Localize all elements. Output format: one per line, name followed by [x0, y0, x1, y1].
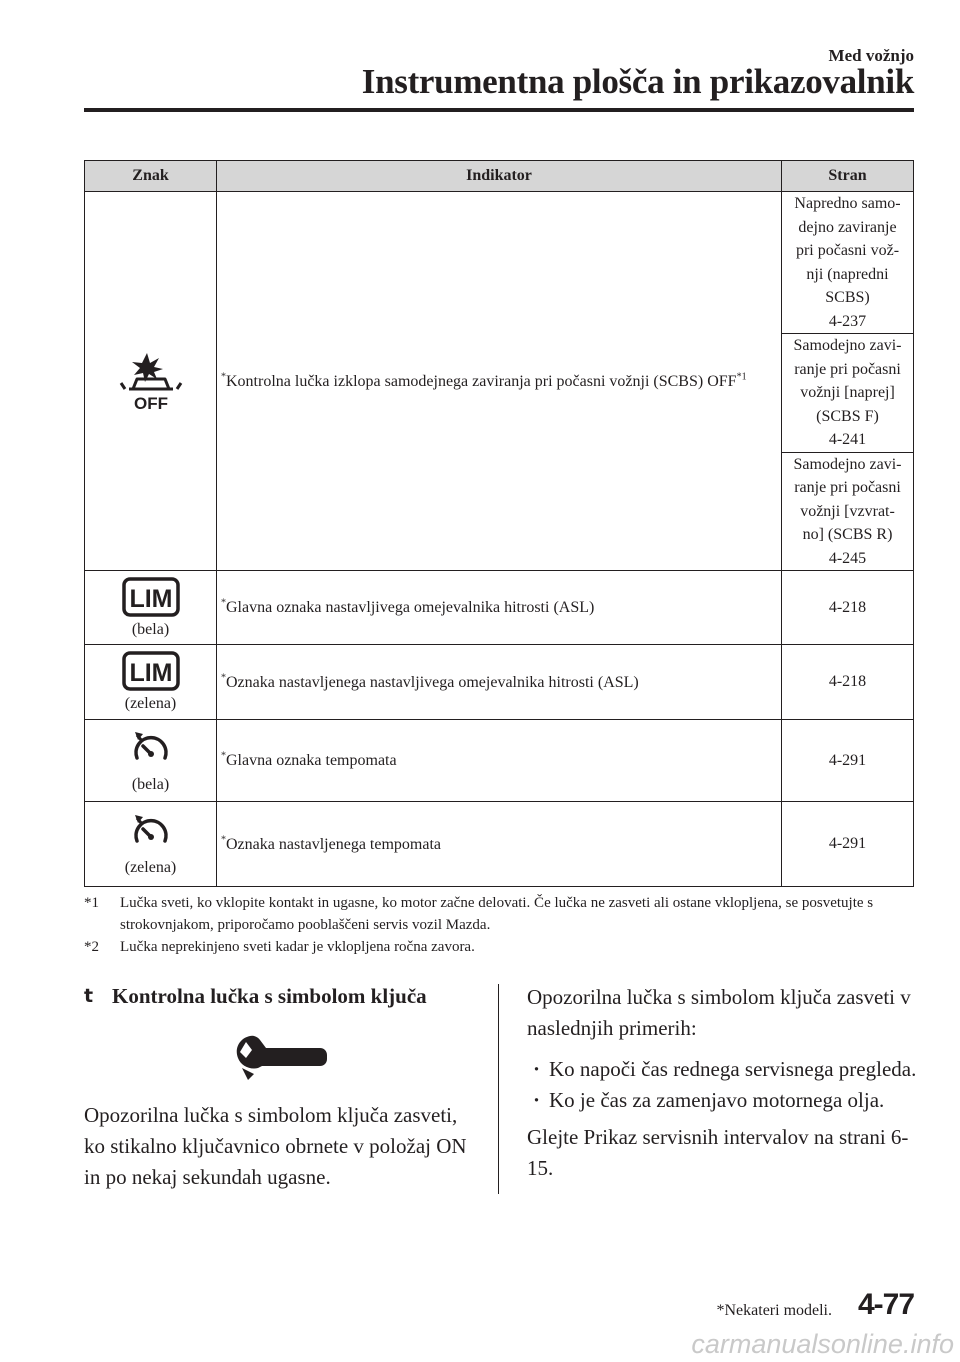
table-row [85, 645, 914, 720]
symbol-caption: (zelena) [124, 859, 177, 876]
page-ref: 4-291 [782, 720, 914, 802]
chapter-title: Instrumentna plošča in prikazovalnik [361, 62, 914, 101]
cruise-control-icon [129, 728, 173, 772]
scbs-off-icon [119, 351, 183, 411]
footnote-text: Lučka sveti, ko vklopite kontakt in ugasne, ko motor začne delovati. Če lučka ne zasveti ali ostane vklopljena, se posvetujte s strokovnjakom, priporočamo pooblaščeni servis vozil Mazda. [120, 895, 874, 933]
watermark: carmanualsonline.info [691, 1329, 954, 1359]
wrench-left-text: Opozorilna lučka s simbolom ključa zasveti, ko stikalno ključavnico obrnete v položaj ON in po nekaj sekundah ugasne. [84, 1103, 467, 1189]
page-ref-scbs-f: Samodejno zavi- ranje pri počasni vožnji [naprej] (SCBS F) 4-241 [782, 334, 914, 453]
scbs-indicator-text: *Kontrolna lučka izklopa samodejnega zaviranja pri počasni vožnji (SCBS) OFF$^{*1}$ [217, 192, 782, 571]
header-indicator: Indikator [217, 161, 782, 192]
indicator-text: *Glavna oznaka tempomata [217, 720, 782, 802]
indicator-table [84, 160, 914, 887]
list-item: · Ko je čas za zamenjavo motornega olja. [527, 1085, 917, 1116]
page-ref-scbs-r: Samodejno zavi- ranje pri počasni vožnji [vzvrat- no] (SCBS R) 4-245 [782, 452, 914, 571]
lim-symbol-cell [85, 571, 217, 645]
cruise-symbol-cell [85, 720, 217, 802]
indicator-text: *Oznaka nastavljenega nastavljivega omejevalnika hitrosti (ASL) [217, 645, 782, 720]
wrench-reference: Glejte Prikaz servisnih intervalov na strani 6-15. [527, 1125, 909, 1180]
table-header-row [85, 161, 914, 192]
lim-symbol-cell [85, 645, 217, 720]
footnote-text: Lučka neprekinjeno sveti kadar je vklopljena ročna zavora. [120, 939, 475, 955]
svg-text:LIM: LIM [128, 584, 173, 613]
footnotes [84, 892, 914, 958]
list-item: · Ko napoči čas rednega servisnega pregleda. [527, 1054, 917, 1085]
left-column [84, 982, 476, 1193]
table-row-scbs [85, 192, 914, 334]
page-ref: 4-218 [782, 571, 914, 645]
section-label: Med vožnjo [828, 46, 914, 65]
lim-icon [122, 651, 180, 691]
page-footnote: *Nekateri modeli. [716, 1302, 832, 1319]
scbs-off-icon-text: OFF [133, 394, 168, 411]
page-number: 4-77 [857, 1288, 914, 1321]
symbol-caption: (bela) [131, 775, 170, 793]
scbs-off-symbol-cell [85, 192, 217, 571]
page-ref-advanced-scbs: Napredno samo- dejno zaviranje pri počasni vož- nji (napredni SCBS) 4-237 [782, 192, 914, 334]
page-ref: 4-218 [782, 645, 914, 720]
indicator-text: *Glavna oznaka nastavljivega omejevalnika hitrosti (ASL) [217, 571, 782, 645]
wrench-section-heading: t Kontrolna lučka s simbolom ključa [84, 984, 427, 1008]
page-ref: 4-291 [782, 802, 914, 887]
table-row [85, 720, 914, 802]
header-rule [84, 108, 914, 112]
wrench-cases-list [527, 1054, 917, 1116]
wrench-icon-wrap [84, 1028, 476, 1088]
table-row [85, 571, 914, 645]
column-divider [498, 984, 499, 1194]
header-symbol: Znak [85, 161, 217, 192]
indicator-text: *Oznaka nastavljenega tempomata [217, 802, 782, 887]
section-bullet: t [84, 985, 94, 1007]
table-row [85, 802, 914, 887]
symbol-caption: (bela) [131, 620, 170, 638]
cruise-control-icon [129, 811, 173, 855]
cruise-symbol-cell [85, 802, 217, 887]
wrench-right-intro: Opozorilna lučka s simbolom ključa zasveti v naslednjih primerih: [527, 985, 911, 1040]
symbol-caption: (zelena) [124, 695, 177, 712]
footnote-mark: *1 [84, 895, 99, 911]
right-column [527, 982, 917, 1184]
lim-icon [122, 577, 180, 617]
footnote-mark: *2 [84, 939, 99, 955]
wrench-icon [232, 1028, 328, 1084]
header-page: Stran [782, 161, 914, 192]
footnote [84, 936, 914, 958]
footnote [84, 892, 914, 936]
svg-text:LIM: LIM [128, 659, 173, 687]
